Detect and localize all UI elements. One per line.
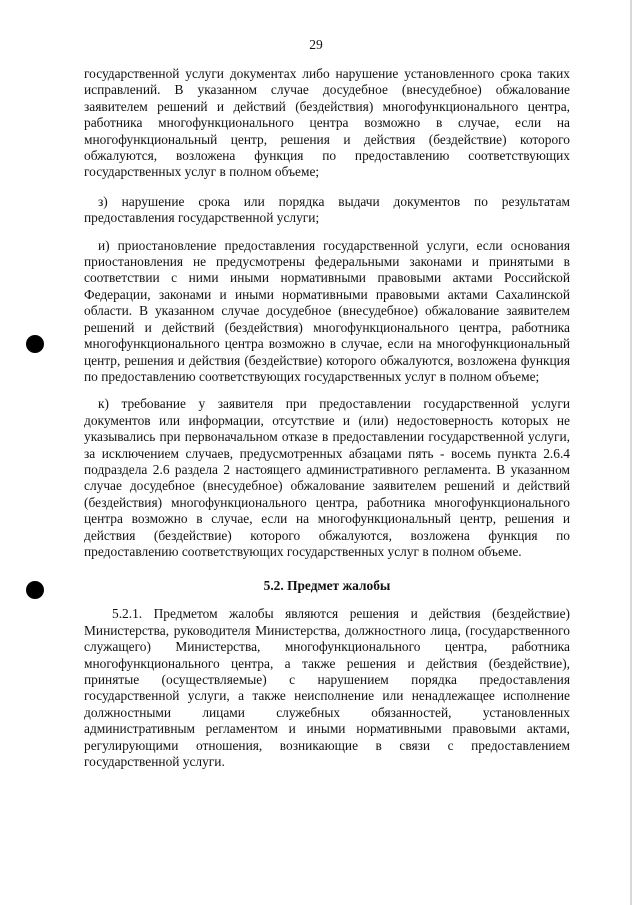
punch-hole-icon [26, 581, 44, 599]
punch-hole-icon [26, 335, 44, 353]
paragraph-clause-z: з) нарушение срока или порядка выдачи документов по результатам предоставления государственной услуги; [84, 193, 570, 226]
paragraph-5-2-1: 5.2.1. Предметом жалобы являются решения и действия (бездействие) Министерства, руководителя Министерства, должностного лица, (государственного служащего) Министерства, многофункционального центра, работника многофункционального центра, а также решения и действия (бездействие), принятые (осуществляемые) с нарушением порядка предоставления государственной услуги, а также неисполнение или ненадлежащее исполнение должностными лицами служебных обязанностей, установленных административным регламентом и иными нормативными правовыми актами, регулирующими отношения, возникающие в связи с предоставлением государственной услуги. [84, 606, 570, 770]
document-body [84, 66, 570, 770]
paragraph-clause-i: и) приостановление предоставления государственной услуги, если основания приостановления не предусмотрены федеральными законами и принятыми в соответствии с ними иными нормативными правовыми актами Российской Федерации, законами и иными нормативными правовыми актами Сахалинской области. В указанном случае досудебное (внесудебное) обжалование заявителем решений и действий (бездействия) многофункционального центра, работника многофункционального центра возможно в случае, если на многофункциональный центр, решения и действия (бездействие) которого обжалуются, возложена функция по предоставлению соответствующих государственных услуг в полном объеме; [84, 237, 570, 384]
page-number: 29 [309, 37, 323, 52]
paragraph-clause-k: к) требование у заявителя при предоставлении государственной услуги документов или информации, отсутствие и (или) недостоверность которых не указывались при первоначальном отказе в предоставлении государственной услуги, за исключением случаев, предусмотренных абзацами пять - восемь пункта 2.6.4 подраздела 2.6 раздела 2 настоящего административного регламента. В указанном случае досудебное (внесудебное) обжалование заявителем решений и действий (бездействия) многофункционального центра, работника многофункционального центра возможно в случае, если на многофункциональный центр, решения и действия (бездействие) которого обжалуются, возложена функция по предоставлению соответствующих государственных услуг в полном объеме. [84, 396, 570, 559]
paragraph-continuation: государственной услуги документах либо нарушение установленного срока таких исправлений. В указанном случае досудебное (внесудебное) обжалование заявителем решений и действий (бездействия) многофункционального центра, работника многофункционального центра возможно в случае, если на многофункциональный центр, решения и действия (бездействие) которого обжалуются, возложена функция по предоставлению соответствующих государственных услуг в полном объеме; [84, 66, 570, 180]
section-heading: 5.2. Предмет жалобы [263, 578, 391, 594]
